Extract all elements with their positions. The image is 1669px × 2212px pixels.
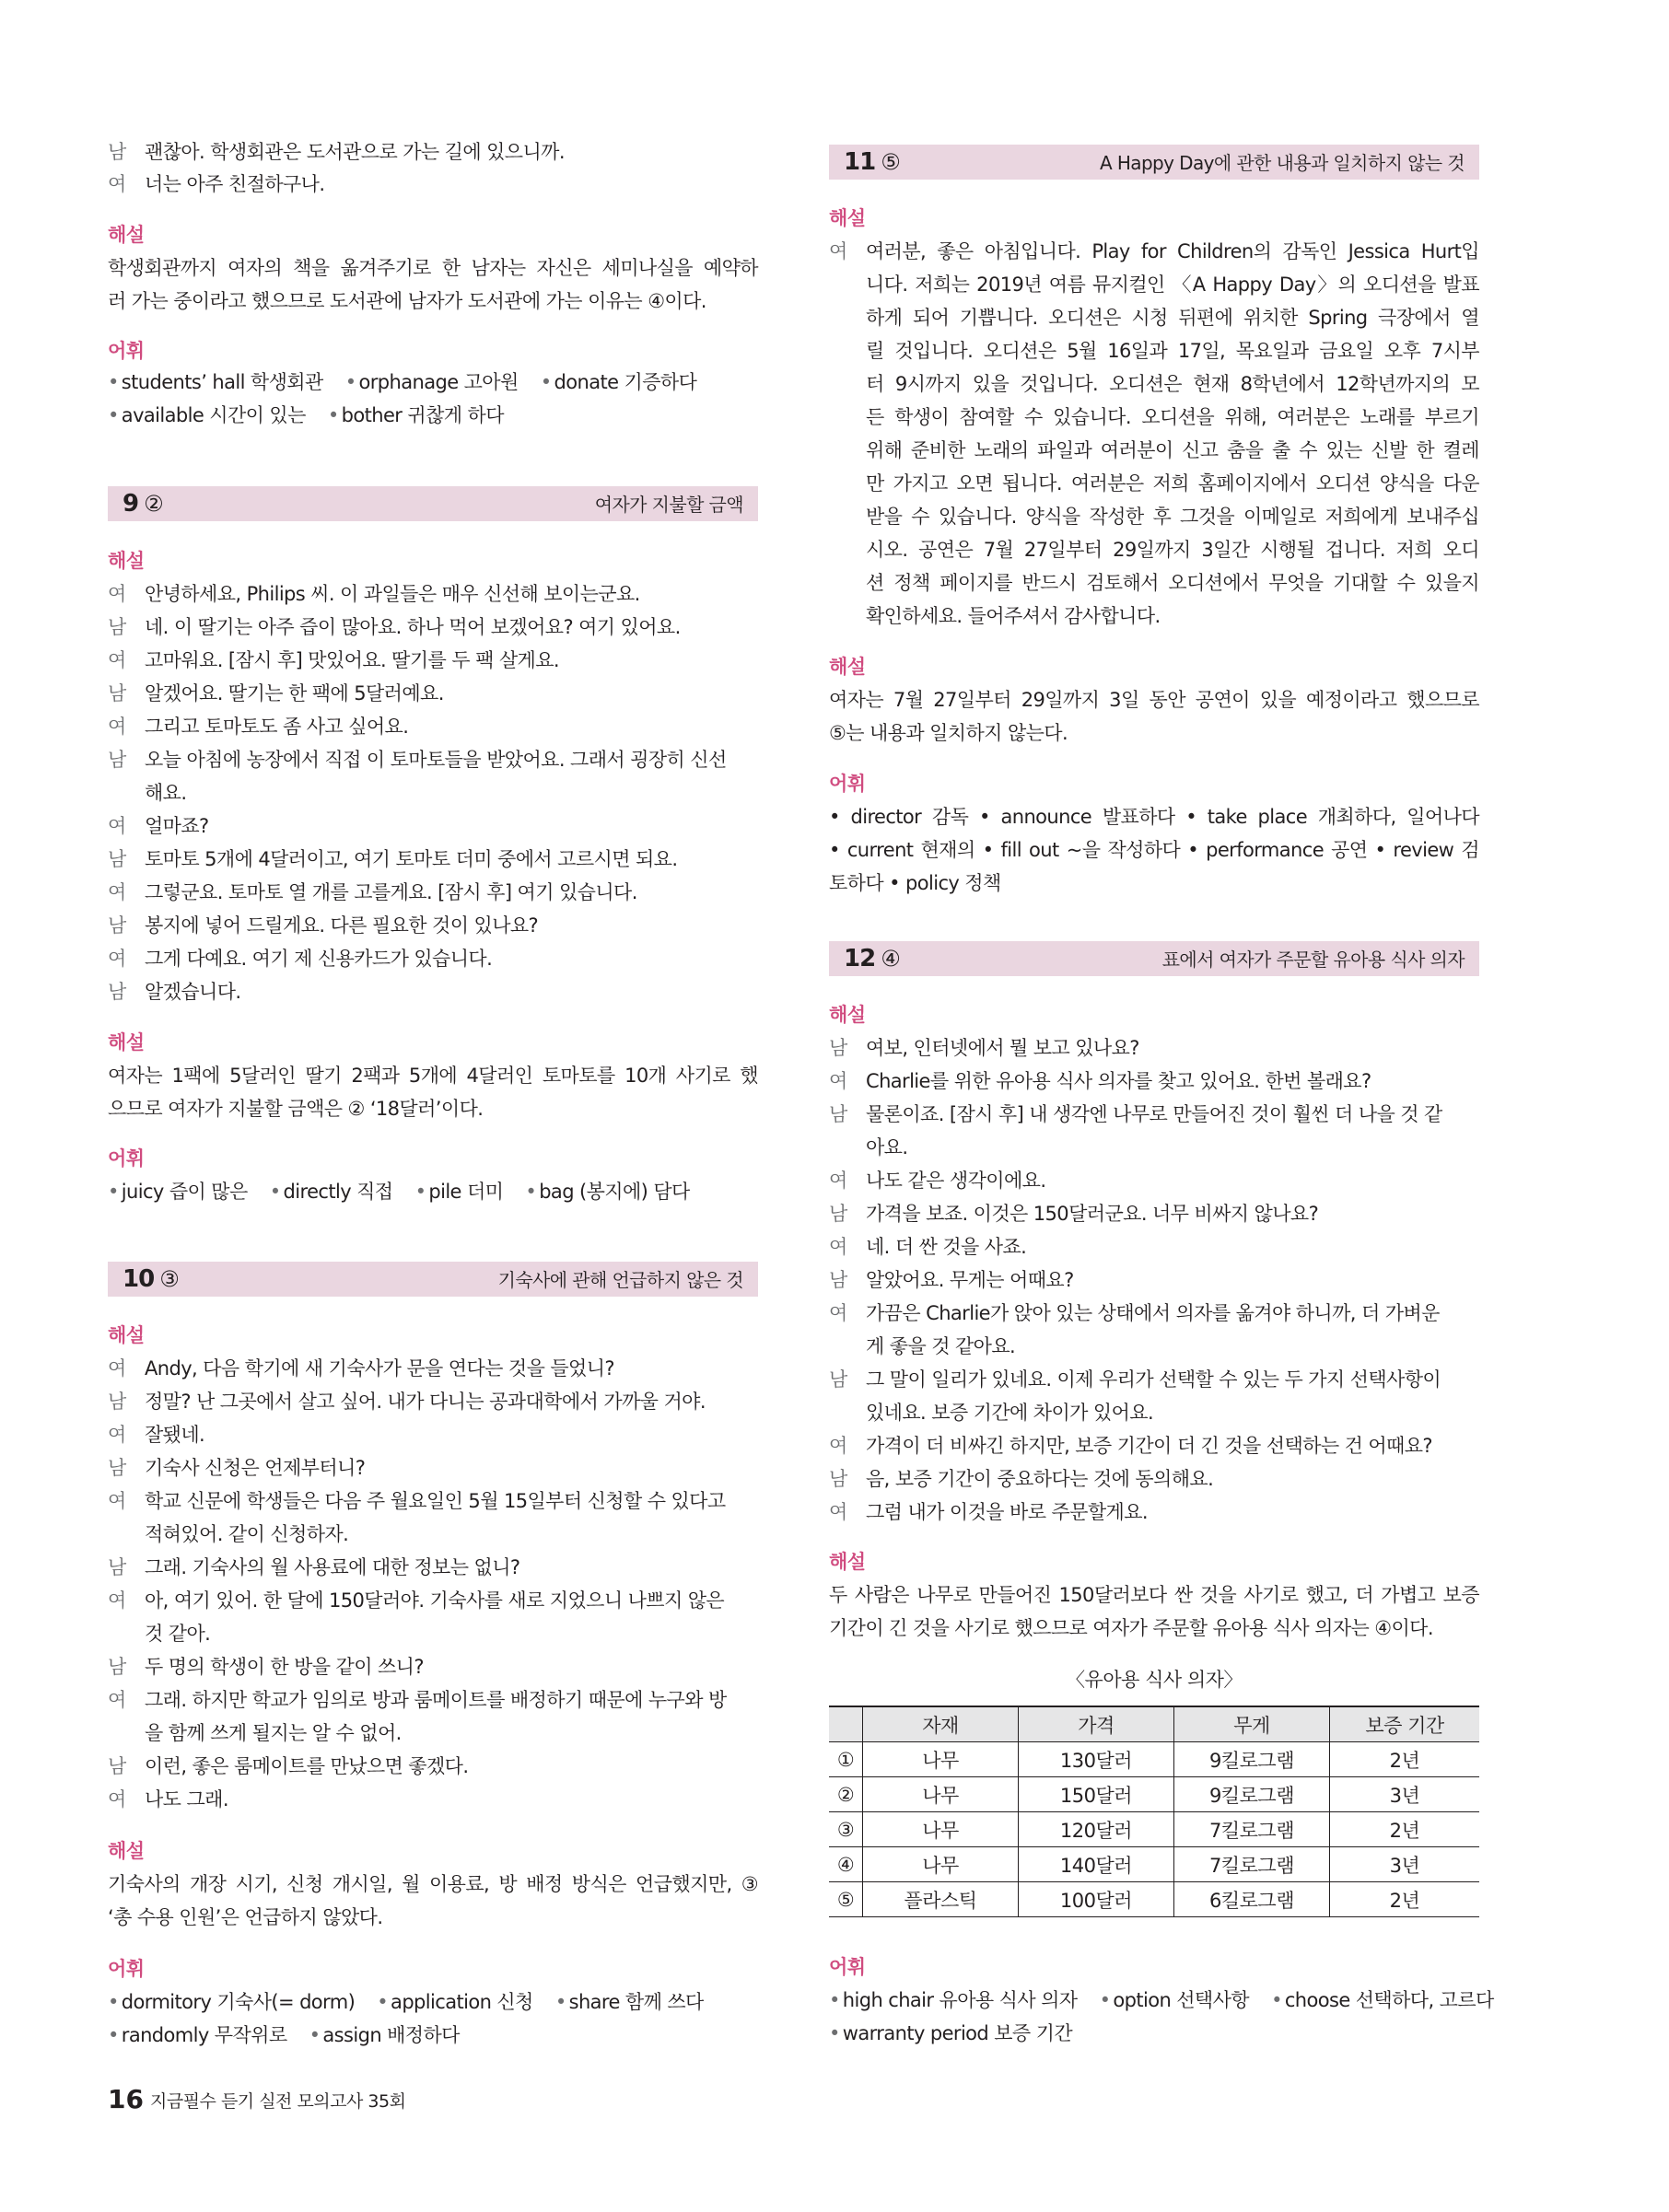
dialogue-line: 여 얼마죠? [108,815,209,837]
dialogue-line: 여 아, 여기 있어. 한 달에 150달러야. 기숙사를 새로 지었으니 나쁘지 않은 [108,1589,725,1612]
vocab-label: 어휘 [108,1958,145,1980]
explanation-text: 으므로 여자가 지불할 금액은 ② ‘18달러’이다. [108,1098,484,1120]
dialogue-line: 남 물론이죠. [잠시 후] 내 생각엔 나무로 만들어진 것이 훨씬 더 나을 것 같 [829,1103,1442,1125]
table-row: ④ 나무 140달러 7킬로그램 3년 [829,1847,1479,1882]
dialogue-line: 여 그럼 내가 이것을 바로 주문할게요. [829,1501,1148,1523]
vocab-line: • director 감독 • announce 발표하다 • take place 개최하다, 일어나다 [829,806,1479,828]
question-number: 9 ② [123,490,163,518]
dialogue-line: 여 잘됐네. [108,1424,205,1446]
dialogue-line: 여 가끔은 Charlie가 앉아 있는 상태에서 의자를 옮겨야 하니까, 더 가벼운 [829,1302,1440,1324]
dialogue-line: 여 나도 그래. [108,1788,228,1810]
explanation-label: 해설 [108,224,145,246]
monologue-line: 릴 것입니다. 오디션은 5월 16일과 17일, 목요일과 금요일 오후 7시부 [866,340,1479,362]
question-number: 12 ④ [844,945,900,972]
vocab-line: • available 시간이 있는 • bother 귀찮게 하다 [108,404,504,426]
explanation-label: 해설 [108,1324,145,1346]
question-description: A Happy Day에 관한 내용과 일치하지 않는 것 [1100,152,1465,174]
monologue-line: 시오. 공연은 7월 27일부터 29일까지 3일간 시행될 겁니다. 저희 오디 [866,539,1479,561]
vocab-label: 어휘 [108,340,145,362]
dialogue-line: 여 그래. 하지만 학교가 임의로 방과 룸메이트를 배정하기 때문에 누구와 방 [108,1689,727,1711]
vocab-line: • warranty period 보증 기간 [829,2022,1073,2044]
dialogue-line: 남 가격을 보죠. 이것은 150달러군요. 너무 비싸지 않나요? [829,1203,1319,1225]
monologue-line: 션 정책 페이지를 반드시 검토해서 오디션에서 무엇을 기대할 수 있을지 [866,572,1479,594]
dialogue-line: 남 두 명의 학생이 한 방을 같이 쓰니? [108,1656,424,1678]
table-row: ① 나무 130달러 9킬로그램 2년 [829,1742,1479,1777]
question-number: 11 ⑤ [844,148,900,176]
explanation-label: 해설 [829,1004,866,1026]
dialogue-continuation: 해요. [145,782,187,804]
table-row: ③ 나무 120달러 7킬로그램 2년 [829,1812,1479,1847]
vocab-line: • high chair 유아용 식사 의자 • option 선택사항 • choose 선택하다, 고르다 [829,1989,1494,2011]
explanation-text: 학생회관까지 여자의 책을 옮겨주기로 한 남자는 자신은 세미나실을 예약하 [108,257,758,279]
table-title: 〈유아용 식사 의자〉 [1066,1669,1243,1691]
explanation-label: 해설 [829,207,866,229]
dialogue-line: 남 기숙사 신청은 언제부터니? [108,1457,366,1479]
table-row: ⑤ 플라스틱 100달러 6킬로그램 2년 [829,1882,1479,1917]
question-description: 표에서 여자가 주문할 유아용 식사 의자 [1161,949,1465,971]
dialogue-line: 남 알았어요. 무게는 어때요? [829,1269,1074,1291]
speaker: 여 [108,173,126,195]
dialogue-line: 남 정말? 난 그곳에서 살고 싶어. 내가 다니는 공과대학에서 가까울 거야. [108,1391,706,1413]
vocab-label: 어휘 [829,1956,866,1978]
question-header-11 [829,145,1479,180]
dialogue-line: 남 괜찮아. 학생회관은 도서관으로 가는 길에 있으니까. [108,138,758,166]
dialogue-line: 여 고마워요. [잠시 후] 맛있어요. 딸기를 두 팩 살게요. [108,649,559,671]
dialogue-continuation: 을 함께 쓰게 될지는 알 수 없어. [145,1722,402,1744]
dialogue-line: 여 그리고 토마토도 좀 사고 싶어요. [108,716,409,738]
dialogue-line: 남 알겠어요. 딸기는 한 팩에 5달러예요. [108,682,444,704]
table-row: ② 나무 150달러 9킬로그램 3년 [829,1777,1479,1812]
explanation-text: 러 가는 중이라고 했으므로 도서관에 남자가 도서관에 가는 이유는 ④이다. [108,290,706,312]
explanation-text: ‘총 수용 인원’은 언급하지 않았다. [108,1906,383,1928]
vocab-line: 토하다 • policy 정책 [829,872,1001,894]
monologue-line: 하게 되어 기쁩니다. 오디션은 시청 뒤편에 위치한 Spring 극장에서 열 [866,307,1479,329]
explanation-label: 해설 [108,1031,145,1054]
question-description: 여자가 지불할 금액 [594,494,743,516]
monologue-line: 든 학생이 참여할 수 있습니다. 오디션을 위해, 여러분은 노래를 부르기 [866,406,1479,428]
dialogue-line: 여 학교 신문에 학생들은 다음 주 월요일인 5월 15일부터 신청할 수 있다고 [108,1490,726,1512]
table-header-row: 자재 가격 무게 보증 기간 [829,1706,1479,1742]
dialogue-continuation: 아요. [866,1136,908,1158]
dialogue-line: 남 이런, 좋은 룸메이트를 만났으면 좋겠다. [108,1755,469,1777]
dialogue-line: 남 알겠습니다. [108,981,241,1003]
vocab-line: • students’ hall 학생회관 • orphanage 고아원 • donate 기증하다 [108,371,697,393]
explanation-label: 해설 [108,550,145,572]
dialogue-continuation: 있네요. 보증 기간에 차이가 있어요. [866,1402,1154,1424]
dialogue-line: 남 네. 이 딸기는 아주 즙이 많아요. 하나 먹어 보겠어요? 여기 있어요. [108,616,681,638]
dialogue-line: 여 안녕하세요, Philips 씨. 이 과일들은 매우 신선해 보이는군요. [108,583,640,605]
question-description: 기숙사에 관해 언급하지 않은 것 [497,1269,743,1291]
explanation-text: 기간이 긴 것을 사기로 했으므로 여자가 주문할 유아용 식사 의자는 ④이다. [829,1617,1433,1639]
monologue-line: 위해 준비한 노래의 파일과 여러분이 신고 춤을 출 수 있는 신발 한 켤레 [866,439,1479,461]
explanation-text: ⑤는 내용과 일치하지 않는다. [829,722,1068,744]
vocab-label: 어휘 [108,1147,145,1170]
dialogue-continuation: 것 같아. [145,1623,211,1645]
high-chair-table [829,1706,1479,1917]
explanation-text: 두 사람은 나무로 만들어진 150달러보다 싼 것을 사기로 했고, 더 가볍고 보증 [829,1584,1479,1606]
explanation-label: 해설 [829,1551,866,1573]
vocab-line: • juicy 즙이 많은 • directly 직접 • pile 더미 • bag (봉지에) 담다 [108,1181,690,1203]
monologue-line: 여 여러분, 좋은 아침입니다. Play for Children의 감독인 Jessica Hurt입 [829,240,1479,262]
explanation-label: 해설 [829,656,866,678]
explanation-text: 기숙사의 개장 시기, 신청 개시일, 월 이용료, 방 배정 방식은 언급했지만, ③ [108,1873,758,1895]
dialogue-line: 남 봉지에 넣어 드릴게요. 다른 필요한 것이 있나요? [108,914,539,937]
vocab-line: • dormitory 기숙사(= dorm) • application 신청 • share 함께 쓰다 [108,1991,704,2013]
monologue-line: 확인하세요. 들어주셔서 감사합니다. [866,605,1161,627]
vocab-label: 어휘 [829,773,866,795]
dialogue-line: 여 너는 아주 친절하구나. [108,170,758,198]
dialogue-line: 여 그게 다예요. 여기 제 신용카드가 있습니다. [108,948,493,970]
dialogue-continuation: 게 좋을 것 같아요. [866,1335,1016,1357]
dialogue-line: 여 나도 같은 생각이에요. [829,1170,1046,1192]
dialogue-line: 여 Charlie를 위한 유아용 식사 의자를 찾고 있어요. 한번 볼래요? [829,1070,1371,1092]
monologue-line: 만 가지고 오면 됩니다. 여러분은 저희 홈페이지에서 오디션 양식을 다운 [866,472,1479,495]
dialogue-line: 남 토마토 5개에 4달러이고, 여기 토마토 더미 중에서 고르시면 되요. [108,848,678,870]
dialogue-line: 남 음, 보증 기간이 중요하다는 것에 동의해요. [829,1468,1214,1490]
dialogue-line: 여 그렇군요. 토마토 열 개를 고를게요. [잠시 후] 여기 있습니다. [108,881,637,903]
monologue-line: 니다. 저희는 2019년 여름 뮤지컬인 〈A Happy Day〉의 오디션을 발표 [866,274,1479,296]
monologue-line: 받을 수 있습니다. 양식을 작성한 후 그것을 이메일로 저희에게 보내주십 [866,506,1479,528]
book-title: 지금필수 듣기 실전 모의고사 35회 [150,2091,406,2112]
dialogue-line: 남 여보, 인터넷에서 뭘 보고 있나요? [829,1037,1139,1059]
dialogue-line: 여 Andy, 다음 학기에 새 기숙사가 문을 연다는 것을 들었니? [108,1357,614,1380]
page-number: 16 [108,2084,144,2114]
dialogue-continuation: 적혀있어. 같이 신청하자. [145,1523,349,1545]
dialogue-line: 남 오늘 아침에 농장에서 직접 이 토마토들을 받았어요. 그래서 굉장히 신선 [108,749,727,771]
question-number: 10 ③ [123,1265,179,1293]
question-header-9 [108,486,758,521]
question-header-10 [108,1262,758,1297]
dialogue-line: 남 그 말이 일리가 있네요. 이제 우리가 선택할 수 있는 두 가지 선택사항이 [829,1368,1441,1391]
dialogue-line: 여 가격이 더 비싸긴 하지만, 보증 기간이 더 긴 것을 선택하는 건 어때요? [829,1435,1432,1457]
question-header-12 [829,941,1479,976]
dialogue-line: 남 그래. 기숙사의 월 사용료에 대한 정보는 없니? [108,1556,520,1578]
dialogue-line: 여 네. 더 싼 것을 사죠. [829,1236,1027,1258]
monologue-line: 터 9시까지 있을 것입니다. 오디션은 현재 8학년에서 12학년까지의 모 [866,373,1479,395]
vocab-line: • current 현재의 • fill out ~을 작성하다 • performance 공연 • review 검 [829,839,1479,861]
explanation-label: 해설 [108,1840,145,1862]
explanation-text: 여자는 1팩에 5달러인 딸기 2팩과 5개에 4달러인 토마토를 10개 사기로 했 [108,1065,758,1087]
vocab-line: • randomly 무작위로 • assign 배정하다 [108,2024,460,2046]
speaker: 남 [108,141,126,163]
explanation-text: 여자는 7월 27일부터 29일까지 3일 동안 공연이 있을 예정이라고 했으므로 [829,689,1479,711]
